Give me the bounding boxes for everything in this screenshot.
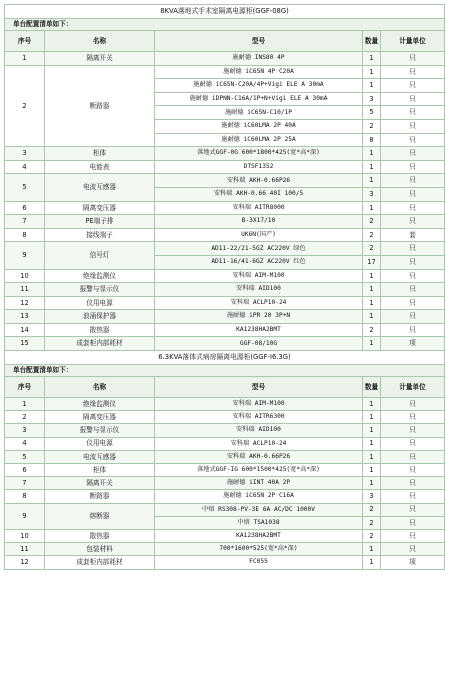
table-row xyxy=(5,437,445,450)
table-cell: 只 xyxy=(381,529,445,542)
table-cell: 隔离变压器 xyxy=(45,201,155,215)
cell-model: 施耐德 iDPNN-C16A/1P+N+Vigi ELE A 30mA xyxy=(155,92,363,106)
table-cell: 1 xyxy=(363,477,381,490)
table-row xyxy=(5,52,445,66)
cell-model: DTSF1352 xyxy=(155,160,363,174)
table-cell: 项 xyxy=(381,556,445,569)
table-cell: 1 xyxy=(363,283,381,297)
table-cell: 3 xyxy=(363,187,381,201)
table-cell: 1 xyxy=(363,147,381,161)
table-cell: 只 xyxy=(381,79,445,93)
table-cell: 浪涌保护器 xyxy=(45,310,155,324)
table-row xyxy=(5,490,445,503)
table-cell: 只 xyxy=(381,424,445,437)
table-cell: 1 xyxy=(363,201,381,215)
cell-model: 施耐德 iC65N 2P C16A xyxy=(155,490,363,503)
cell-model: 施耐德 iC65N-C10/1P xyxy=(155,106,363,120)
table-cell: 3 xyxy=(5,147,45,161)
cell-model: 安科瑞 AKH-0.66P26 xyxy=(155,174,363,188)
table-cell: 7 xyxy=(5,477,45,490)
table2-title: 6.3KVA落体式病房隔离电源柜(GGF-I6.3G) xyxy=(5,351,445,365)
table-cell: 只 xyxy=(381,503,445,516)
table-cell: 5 xyxy=(5,450,45,463)
table-row xyxy=(5,503,445,516)
table-row xyxy=(5,464,445,477)
table-cell: 2 xyxy=(363,529,381,542)
cell-model: 施耐德 iC65N 4P C20A xyxy=(155,65,363,79)
table-cell: 仪用电源 xyxy=(45,437,155,450)
table-cell: 包装材料 xyxy=(45,543,155,556)
cell-model: 施耐德 iC60LMA 2P 40A xyxy=(155,119,363,133)
table-cell: 6 xyxy=(5,464,45,477)
cell-model: AD11-22/21-5GZ AC220V 绿色 xyxy=(155,242,363,256)
header-unit: 计量单位 xyxy=(381,31,445,52)
table-cell: 1 xyxy=(363,437,381,450)
table-cell: 只 xyxy=(381,477,445,490)
table-cell: 隔离开关 xyxy=(45,52,155,66)
table-row xyxy=(5,450,445,463)
table-cell: 1 xyxy=(363,79,381,93)
table-cell: 6 xyxy=(5,201,45,215)
header-model: 型号 xyxy=(155,377,363,398)
header-no: 序号 xyxy=(5,377,45,398)
header-unit: 计量单位 xyxy=(381,377,445,398)
table-cell: 只 xyxy=(381,52,445,66)
table-cell: 3 xyxy=(5,424,45,437)
table-cell: 3 xyxy=(363,92,381,106)
table-cell: 只 xyxy=(381,464,445,477)
table-cell: 2 xyxy=(5,411,45,424)
header-no: 序号 xyxy=(5,31,45,52)
table-cell: 只 xyxy=(381,283,445,297)
table-row xyxy=(5,269,445,283)
table-cell: 只 xyxy=(381,160,445,174)
table-cell: 只 xyxy=(381,310,445,324)
cell-model: KA1238HA2BMT xyxy=(155,323,363,337)
table-cell: 1 xyxy=(363,464,381,477)
table-cell: 隔离开关 xyxy=(45,477,155,490)
cell-model: 安科瑞 AITR8000 xyxy=(155,201,363,215)
table-cell: 电流互感器 xyxy=(45,174,155,201)
table-cell: 绝缘监测仪 xyxy=(45,269,155,283)
cell-model: 施耐德 iC65N-C20A/4P+Vigi ELE A 30mA xyxy=(155,79,363,93)
table2-header-row xyxy=(5,377,445,398)
table-row xyxy=(5,543,445,556)
table-cell: 接线端子 xyxy=(45,228,155,242)
table-cell: 10 xyxy=(5,269,45,283)
table-cell: 1 xyxy=(363,52,381,66)
table-cell: 12 xyxy=(5,296,45,310)
table-cell: 只 xyxy=(381,187,445,201)
cell-model: 安科瑞 AKH-0.66 40I 100/5 xyxy=(155,187,363,201)
cell-model: 安科瑞 AID100 xyxy=(155,424,363,437)
table-cell: 只 xyxy=(381,269,445,283)
table-cell: 断路器 xyxy=(45,65,155,147)
table-cell: 2 xyxy=(363,323,381,337)
table-cell: 散热器 xyxy=(45,529,155,542)
cell-model: KA1238HA2BMT xyxy=(155,529,363,542)
table-cell: 柜体 xyxy=(45,464,155,477)
cell-model: 落地式GGF-IG 600*1500*425(宽*高*深) xyxy=(155,464,363,477)
table-cell: 只 xyxy=(381,92,445,106)
cell-model: 安科瑞 AKH-0.66P26 xyxy=(155,450,363,463)
table-row xyxy=(5,398,445,411)
header-qty: 数量 xyxy=(363,377,381,398)
table-cell: 2 xyxy=(363,119,381,133)
cell-model: AD11-16/41-6GZ AC220V 红色 xyxy=(155,255,363,269)
table-cell: 2 xyxy=(363,215,381,229)
table-cell: 1 xyxy=(363,65,381,79)
table-cell: 只 xyxy=(381,65,445,79)
table-cell: 报警与显示仪 xyxy=(45,424,155,437)
table-cell: 信号灯 xyxy=(45,242,155,269)
table-cell: 散热器 xyxy=(45,323,155,337)
table-cell: 2 xyxy=(5,65,45,147)
table-cell: 只 xyxy=(381,201,445,215)
table-row xyxy=(5,228,445,242)
table-cell: 只 xyxy=(381,133,445,147)
table-cell: 1 xyxy=(363,450,381,463)
table-cell: 2 xyxy=(363,516,381,529)
table-cell: 5 xyxy=(5,174,45,201)
table-cell: 9 xyxy=(5,242,45,269)
table-cell: 10 xyxy=(5,529,45,542)
table-cell: 只 xyxy=(381,490,445,503)
cell-model: 安科瑞 ACLP10-24 xyxy=(155,296,363,310)
cell-model: GGF-08/10G xyxy=(155,337,363,351)
table-cell: 8 xyxy=(363,133,381,147)
cell-model: 施耐德 INS80 4P xyxy=(155,52,363,66)
table2-config-label: 单台配置清单如下： xyxy=(5,365,445,377)
cell-model: 施耐德 iINT 40A 2P xyxy=(155,477,363,490)
table-cell: 7 xyxy=(5,215,45,229)
table-row xyxy=(5,201,445,215)
table-cell: 柜体 xyxy=(45,147,155,161)
table-cell: 绝缘监测仪 xyxy=(45,398,155,411)
table-row xyxy=(5,323,445,337)
table-cell: 14 xyxy=(5,323,45,337)
table-cell: 电能表 xyxy=(45,160,155,174)
cell-model: 中熔 RS308-PV-3E 6A AC/DC 1000V xyxy=(155,503,363,516)
table-cell: 只 xyxy=(381,543,445,556)
cell-model: FC055 xyxy=(155,556,363,569)
table-cell: 17 xyxy=(363,255,381,269)
table-cell: 1 xyxy=(363,543,381,556)
bom-table xyxy=(4,4,445,570)
table-cell: 1 xyxy=(363,296,381,310)
cell-model: 700*1600*525(宽*高*深) xyxy=(155,543,363,556)
cell-model: 落地式GGF-0G 600*1800*425(宽*高*深) xyxy=(155,147,363,161)
document xyxy=(4,4,444,570)
table-cell: 只 xyxy=(381,106,445,120)
table-cell: PE端子排 xyxy=(45,215,155,229)
header-model: 型号 xyxy=(155,31,363,52)
table-cell: 只 xyxy=(381,450,445,463)
table-cell: 2 xyxy=(363,228,381,242)
table1-header-row xyxy=(5,31,445,52)
table-cell: 只 xyxy=(381,174,445,188)
table-cell: 1 xyxy=(363,424,381,437)
table-cell: 1 xyxy=(363,160,381,174)
table-cell: 5 xyxy=(363,106,381,120)
table-cell: 熔断器 xyxy=(45,503,155,529)
table-cell: 13 xyxy=(5,310,45,324)
table-cell: 1 xyxy=(363,411,381,424)
table-cell: 12 xyxy=(5,556,45,569)
table-row xyxy=(5,411,445,424)
table-row xyxy=(5,242,445,256)
table-row xyxy=(5,174,445,188)
cell-model: 施耐德 iPR 20 3P+N xyxy=(155,310,363,324)
table-cell: 1 xyxy=(363,556,381,569)
cell-model: B-3X17/10 xyxy=(155,215,363,229)
table-cell: 成套柜内部耗材 xyxy=(45,337,155,351)
table-cell: 9 xyxy=(5,503,45,529)
table-cell: 只 xyxy=(381,242,445,256)
table-cell: 1 xyxy=(363,174,381,188)
table-row xyxy=(5,556,445,569)
table-cell: 1 xyxy=(363,337,381,351)
table-row xyxy=(5,529,445,542)
table-cell: 只 xyxy=(381,437,445,450)
table-cell: 15 xyxy=(5,337,45,351)
cell-model: 施耐德 iC60LMA 2P 25A xyxy=(155,133,363,147)
table-row xyxy=(5,337,445,351)
table-cell: 11 xyxy=(5,543,45,556)
table-row xyxy=(5,147,445,161)
table-row xyxy=(5,424,445,437)
table-row xyxy=(5,296,445,310)
table-cell: 4 xyxy=(5,437,45,450)
table-cell: 断路器 xyxy=(45,490,155,503)
table-cell: 报警与显示仪 xyxy=(45,283,155,297)
table-cell: 只 xyxy=(381,411,445,424)
table-cell: 2 xyxy=(363,242,381,256)
table1-title: 8KVA落地式手术室隔离电源柜(GGF-08G) xyxy=(5,5,445,19)
table-cell: 隔离变压器 xyxy=(45,411,155,424)
table-cell: 8 xyxy=(5,228,45,242)
header-name: 名称 xyxy=(45,377,155,398)
table-row xyxy=(5,215,445,229)
cell-model: 安科瑞 ACLP10-24 xyxy=(155,437,363,450)
table-cell: 2 xyxy=(363,503,381,516)
table-cell: 只 xyxy=(381,119,445,133)
cell-model: 安科瑞 AIM-M100 xyxy=(155,398,363,411)
table-cell: 套 xyxy=(381,228,445,242)
table-row xyxy=(5,477,445,490)
table-cell: 1 xyxy=(363,398,381,411)
table-cell: 1 xyxy=(363,269,381,283)
cell-model: UK6N(国产) xyxy=(155,228,363,242)
table-row xyxy=(5,310,445,324)
cell-model: 安科瑞 AITR6300 xyxy=(155,411,363,424)
table-cell: 项 xyxy=(381,337,445,351)
table-cell: 只 xyxy=(381,296,445,310)
cell-model: 安科瑞 AID100 xyxy=(155,283,363,297)
table-cell: 8 xyxy=(5,490,45,503)
table-row xyxy=(5,283,445,297)
table-cell: 1 xyxy=(363,310,381,324)
table-cell: 成套柜内部耗材 xyxy=(45,556,155,569)
table-cell: 仪用电源 xyxy=(45,296,155,310)
table-cell: 3 xyxy=(363,490,381,503)
table-cell: 只 xyxy=(381,147,445,161)
table-cell: 4 xyxy=(5,160,45,174)
header-qty: 数量 xyxy=(363,31,381,52)
table-cell: 11 xyxy=(5,283,45,297)
table-cell: 只 xyxy=(381,323,445,337)
table-cell: 1 xyxy=(5,398,45,411)
table-cell: 只 xyxy=(381,215,445,229)
cell-model: 安科瑞 AIM-M100 xyxy=(155,269,363,283)
table-cell: 1 xyxy=(5,52,45,66)
cell-model: 中熔 TSA1038 xyxy=(155,516,363,529)
table-row xyxy=(5,160,445,174)
table-cell: 电流互感器 xyxy=(45,450,155,463)
table-cell: 只 xyxy=(381,398,445,411)
header-name: 名称 xyxy=(45,31,155,52)
table1-config-label: 单台配置清单如下： xyxy=(5,19,445,31)
table-cell: 只 xyxy=(381,255,445,269)
table-cell: 只 xyxy=(381,516,445,529)
table-row xyxy=(5,65,445,79)
